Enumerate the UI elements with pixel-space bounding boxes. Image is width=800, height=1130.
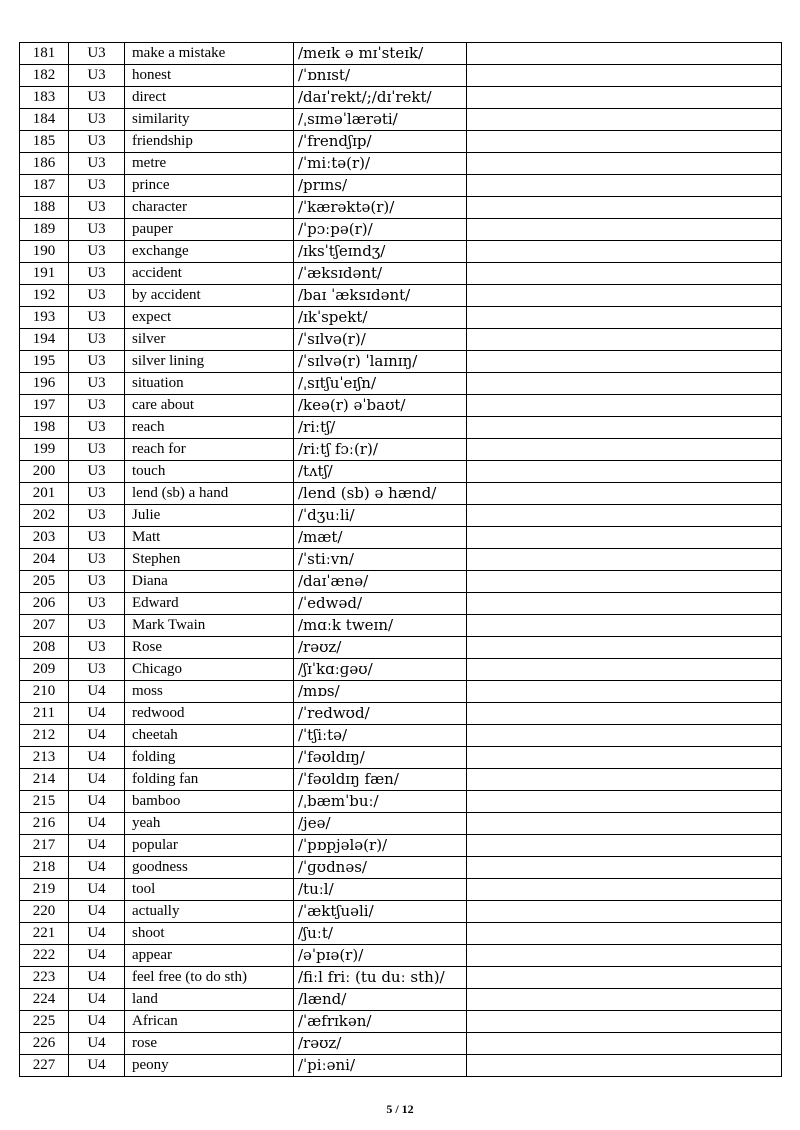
unit-cell: U4	[69, 857, 125, 879]
unit-cell: U4	[69, 879, 125, 901]
unit-cell: U4	[69, 945, 125, 967]
word-cell: silver lining	[125, 351, 294, 373]
notes-cell	[467, 615, 782, 637]
word-cell: metre	[125, 153, 294, 175]
unit-cell: U3	[69, 351, 125, 373]
table-row	[20, 241, 782, 263]
table-row	[20, 329, 782, 351]
word-cell: Diana	[125, 571, 294, 593]
unit-cell: U3	[69, 373, 125, 395]
notes-cell	[467, 989, 782, 1011]
row-number: 197	[20, 395, 69, 417]
unit-cell: U4	[69, 791, 125, 813]
table-row	[20, 285, 782, 307]
row-number: 204	[20, 549, 69, 571]
table-row	[20, 681, 782, 703]
table-row	[20, 307, 782, 329]
notes-cell	[467, 945, 782, 967]
phonetic-cell: /daɪˈrekt/;/dɪˈrekt/	[294, 87, 467, 109]
word-cell: make a mistake	[125, 43, 294, 65]
vocabulary-table-body	[20, 43, 782, 1077]
table-row	[20, 439, 782, 461]
row-number: 217	[20, 835, 69, 857]
notes-cell	[467, 1033, 782, 1055]
table-row	[20, 197, 782, 219]
table-row	[20, 813, 782, 835]
notes-cell	[467, 923, 782, 945]
notes-cell	[467, 659, 782, 681]
word-cell: Stephen	[125, 549, 294, 571]
row-number: 202	[20, 505, 69, 527]
table-row	[20, 989, 782, 1011]
phonetic-cell: /ˈfrendʃɪp/	[294, 131, 467, 153]
phonetic-cell: /ʃuːt/	[294, 923, 467, 945]
unit-cell: U3	[69, 329, 125, 351]
table-row	[20, 769, 782, 791]
unit-cell: U3	[69, 197, 125, 219]
word-cell: shoot	[125, 923, 294, 945]
phonetic-cell: /mɒs/	[294, 681, 467, 703]
table-row	[20, 637, 782, 659]
row-number: 206	[20, 593, 69, 615]
unit-cell: U3	[69, 285, 125, 307]
row-number: 205	[20, 571, 69, 593]
table-row	[20, 263, 782, 285]
unit-cell: U3	[69, 395, 125, 417]
notes-cell	[467, 879, 782, 901]
word-cell: bamboo	[125, 791, 294, 813]
notes-cell	[467, 87, 782, 109]
unit-cell: U3	[69, 153, 125, 175]
row-number: 194	[20, 329, 69, 351]
unit-cell: U4	[69, 681, 125, 703]
notes-cell	[467, 263, 782, 285]
unit-cell: U3	[69, 109, 125, 131]
table-row	[20, 175, 782, 197]
row-number: 226	[20, 1033, 69, 1055]
notes-cell	[467, 395, 782, 417]
notes-cell	[467, 747, 782, 769]
table-row	[20, 131, 782, 153]
phonetic-cell: /tuːl/	[294, 879, 467, 901]
word-cell: direct	[125, 87, 294, 109]
row-number: 189	[20, 219, 69, 241]
table-row	[20, 659, 782, 681]
table-row	[20, 725, 782, 747]
row-number: 222	[20, 945, 69, 967]
row-number: 219	[20, 879, 69, 901]
unit-cell: U3	[69, 65, 125, 87]
notes-cell	[467, 967, 782, 989]
word-cell: situation	[125, 373, 294, 395]
unit-cell: U3	[69, 417, 125, 439]
phonetic-cell: /ˈtʃiːtə/	[294, 725, 467, 747]
word-cell: Edward	[125, 593, 294, 615]
row-number: 185	[20, 131, 69, 153]
table-row	[20, 791, 782, 813]
notes-cell	[467, 307, 782, 329]
row-number: 193	[20, 307, 69, 329]
table-row	[20, 945, 782, 967]
table-row	[20, 43, 782, 65]
phonetic-cell: /ɪksˈtʃeɪndʒ/	[294, 241, 467, 263]
table-row	[20, 747, 782, 769]
row-number: 187	[20, 175, 69, 197]
word-cell: tool	[125, 879, 294, 901]
notes-cell	[467, 857, 782, 879]
unit-cell: U3	[69, 439, 125, 461]
table-row	[20, 703, 782, 725]
row-number: 183	[20, 87, 69, 109]
notes-cell	[467, 241, 782, 263]
phonetic-cell: /jeə/	[294, 813, 467, 835]
phonetic-cell: /rəʊz/	[294, 637, 467, 659]
word-cell: cheetah	[125, 725, 294, 747]
phonetic-cell: /ˈpiːəni/	[294, 1055, 467, 1077]
row-number: 220	[20, 901, 69, 923]
notes-cell	[467, 43, 782, 65]
table-row	[20, 835, 782, 857]
vocabulary-table	[19, 42, 782, 1077]
table-row	[20, 87, 782, 109]
table-row	[20, 571, 782, 593]
word-cell: exchange	[125, 241, 294, 263]
notes-cell	[467, 527, 782, 549]
table-row	[20, 417, 782, 439]
phonetic-cell: /ˈedwəd/	[294, 593, 467, 615]
notes-cell	[467, 483, 782, 505]
word-cell: care about	[125, 395, 294, 417]
row-number: 214	[20, 769, 69, 791]
phonetic-cell: /əˈpɪə(r)/	[294, 945, 467, 967]
notes-cell	[467, 703, 782, 725]
unit-cell: U4	[69, 747, 125, 769]
word-cell: feel free (to do sth)	[125, 967, 294, 989]
table-row	[20, 857, 782, 879]
phonetic-cell: /lend (sb) ə hænd/	[294, 483, 467, 505]
word-cell: goodness	[125, 857, 294, 879]
row-number: 221	[20, 923, 69, 945]
unit-cell: U3	[69, 87, 125, 109]
word-cell: redwood	[125, 703, 294, 725]
word-cell: reach for	[125, 439, 294, 461]
row-number: 182	[20, 65, 69, 87]
word-cell: honest	[125, 65, 294, 87]
word-cell: reach	[125, 417, 294, 439]
row-number: 191	[20, 263, 69, 285]
row-number: 188	[20, 197, 69, 219]
phonetic-cell: /ɪkˈspekt/	[294, 307, 467, 329]
phonetic-cell: /ˈredwʊd/	[294, 703, 467, 725]
table-row	[20, 1055, 782, 1077]
unit-cell: U4	[69, 923, 125, 945]
phonetic-cell: /ˈfəʊldɪŋ/	[294, 747, 467, 769]
unit-cell: U3	[69, 307, 125, 329]
phonetic-cell: /ˈæksɪdənt/	[294, 263, 467, 285]
word-cell: lend (sb) a hand	[125, 483, 294, 505]
phonetic-cell: /tʌtʃ/	[294, 461, 467, 483]
notes-cell	[467, 153, 782, 175]
phonetic-cell: /keə(r) əˈbaʊt/	[294, 395, 467, 417]
unit-cell: U4	[69, 813, 125, 835]
row-number: 224	[20, 989, 69, 1011]
unit-cell: U3	[69, 615, 125, 637]
notes-cell	[467, 373, 782, 395]
word-cell: folding	[125, 747, 294, 769]
phonetic-cell: /ˈæktʃuəli/	[294, 901, 467, 923]
unit-cell: U4	[69, 1055, 125, 1077]
notes-cell	[467, 901, 782, 923]
table-row	[20, 219, 782, 241]
word-cell: actually	[125, 901, 294, 923]
table-row	[20, 395, 782, 417]
unit-cell: U3	[69, 659, 125, 681]
notes-cell	[467, 1011, 782, 1033]
unit-cell: U3	[69, 43, 125, 65]
unit-cell: U3	[69, 219, 125, 241]
table-row	[20, 527, 782, 549]
unit-cell: U3	[69, 637, 125, 659]
table-row	[20, 549, 782, 571]
row-number: 201	[20, 483, 69, 505]
word-cell: Chicago	[125, 659, 294, 681]
row-number: 223	[20, 967, 69, 989]
notes-cell	[467, 131, 782, 153]
table-row	[20, 483, 782, 505]
unit-cell: U3	[69, 131, 125, 153]
notes-cell	[467, 1055, 782, 1077]
unit-cell: U3	[69, 593, 125, 615]
word-cell: rose	[125, 1033, 294, 1055]
phonetic-cell: /meɪk ə mɪˈsteɪk/	[294, 43, 467, 65]
unit-cell: U3	[69, 483, 125, 505]
word-cell: appear	[125, 945, 294, 967]
table-row	[20, 593, 782, 615]
notes-cell	[467, 813, 782, 835]
row-number: 181	[20, 43, 69, 65]
phonetic-cell: /ˈmiːtə(r)/	[294, 153, 467, 175]
unit-cell: U4	[69, 989, 125, 1011]
table-row	[20, 461, 782, 483]
row-number: 216	[20, 813, 69, 835]
table-row	[20, 65, 782, 87]
row-number: 199	[20, 439, 69, 461]
word-cell: popular	[125, 835, 294, 857]
unit-cell: U3	[69, 505, 125, 527]
notes-cell	[467, 285, 782, 307]
unit-cell: U4	[69, 901, 125, 923]
notes-cell	[467, 417, 782, 439]
notes-cell	[467, 791, 782, 813]
row-number: 218	[20, 857, 69, 879]
row-number: 190	[20, 241, 69, 263]
notes-cell	[467, 725, 782, 747]
word-cell: peony	[125, 1055, 294, 1077]
word-cell: similarity	[125, 109, 294, 131]
notes-cell	[467, 549, 782, 571]
phonetic-cell: /riːtʃ fɔː(r)/	[294, 439, 467, 461]
page-number: 5 / 12	[386, 1102, 414, 1116]
phonetic-cell: /mɑːk tweɪn/	[294, 615, 467, 637]
unit-cell: U4	[69, 1033, 125, 1055]
row-number: 195	[20, 351, 69, 373]
word-cell: folding fan	[125, 769, 294, 791]
row-number: 200	[20, 461, 69, 483]
phonetic-cell: /fiːl friː (tu duː sth)/	[294, 967, 467, 989]
table-row	[20, 923, 782, 945]
phonetic-cell: /ˌsɪməˈlærəti/	[294, 109, 467, 131]
table-row	[20, 153, 782, 175]
phonetic-cell: /prɪns/	[294, 175, 467, 197]
phonetic-cell: /ˈkærəktə(r)/	[294, 197, 467, 219]
unit-cell: U3	[69, 241, 125, 263]
table-row	[20, 615, 782, 637]
phonetic-cell: /baɪ ˈæksɪdənt/	[294, 285, 467, 307]
table-row	[20, 901, 782, 923]
word-cell: yeah	[125, 813, 294, 835]
table-row	[20, 879, 782, 901]
notes-cell	[467, 175, 782, 197]
row-number: 184	[20, 109, 69, 131]
row-number: 196	[20, 373, 69, 395]
word-cell: silver	[125, 329, 294, 351]
notes-cell	[467, 637, 782, 659]
unit-cell: U3	[69, 571, 125, 593]
table-row	[20, 505, 782, 527]
unit-cell: U4	[69, 1011, 125, 1033]
row-number: 210	[20, 681, 69, 703]
notes-cell	[467, 197, 782, 219]
word-cell: land	[125, 989, 294, 1011]
phonetic-cell: /ˈɒnɪst/	[294, 65, 467, 87]
row-number: 198	[20, 417, 69, 439]
notes-cell	[467, 461, 782, 483]
notes-cell	[467, 351, 782, 373]
phonetic-cell: /ˌsɪtʃuˈeɪʃn/	[294, 373, 467, 395]
word-cell: touch	[125, 461, 294, 483]
unit-cell: U4	[69, 967, 125, 989]
phonetic-cell: /ˈpɔːpə(r)/	[294, 219, 467, 241]
unit-cell: U4	[69, 769, 125, 791]
table-row	[20, 373, 782, 395]
unit-cell: U3	[69, 175, 125, 197]
word-cell: Mark Twain	[125, 615, 294, 637]
row-number: 213	[20, 747, 69, 769]
notes-cell	[467, 65, 782, 87]
phonetic-cell: /riːtʃ/	[294, 417, 467, 439]
unit-cell: U3	[69, 527, 125, 549]
phonetic-cell: /ʃɪˈkɑːɡəʊ/	[294, 659, 467, 681]
unit-cell: U3	[69, 461, 125, 483]
word-cell: African	[125, 1011, 294, 1033]
notes-cell	[467, 505, 782, 527]
row-number: 212	[20, 725, 69, 747]
phonetic-cell: /ˈpɒpjələ(r)/	[294, 835, 467, 857]
word-cell: expect	[125, 307, 294, 329]
word-cell: accident	[125, 263, 294, 285]
unit-cell: U3	[69, 549, 125, 571]
phonetic-cell: /ˈsɪlvə(r)/	[294, 329, 467, 351]
phonetic-cell: /ˈstiːvn/	[294, 549, 467, 571]
unit-cell: U4	[69, 703, 125, 725]
notes-cell	[467, 769, 782, 791]
row-number: 208	[20, 637, 69, 659]
notes-cell	[467, 219, 782, 241]
notes-cell	[467, 329, 782, 351]
word-cell: character	[125, 197, 294, 219]
phonetic-cell: /ˌbæmˈbuː/	[294, 791, 467, 813]
notes-cell	[467, 681, 782, 703]
phonetic-cell: /daɪˈænə/	[294, 571, 467, 593]
row-number: 207	[20, 615, 69, 637]
table-row	[20, 109, 782, 131]
notes-cell	[467, 593, 782, 615]
word-cell: friendship	[125, 131, 294, 153]
notes-cell	[467, 439, 782, 461]
word-cell: Julie	[125, 505, 294, 527]
unit-cell: U3	[69, 263, 125, 285]
row-number: 203	[20, 527, 69, 549]
word-cell: Matt	[125, 527, 294, 549]
table-row	[20, 1033, 782, 1055]
table-row	[20, 1011, 782, 1033]
row-number: 211	[20, 703, 69, 725]
row-number: 186	[20, 153, 69, 175]
row-number: 227	[20, 1055, 69, 1077]
row-number: 225	[20, 1011, 69, 1033]
phonetic-cell: /ˈfəʊldɪŋ fæn/	[294, 769, 467, 791]
row-number: 192	[20, 285, 69, 307]
unit-cell: U4	[69, 725, 125, 747]
phonetic-cell: /ˈɡʊdnəs/	[294, 857, 467, 879]
notes-cell	[467, 835, 782, 857]
notes-cell	[467, 109, 782, 131]
phonetic-cell: /ˈsɪlvə(r) ˈlaɪnɪŋ/	[294, 351, 467, 373]
table-row	[20, 967, 782, 989]
table-row	[20, 351, 782, 373]
word-cell: prince	[125, 175, 294, 197]
phonetic-cell: /ˈdʒuːli/	[294, 505, 467, 527]
unit-cell: U4	[69, 835, 125, 857]
row-number: 215	[20, 791, 69, 813]
phonetic-cell: /lænd/	[294, 989, 467, 1011]
row-number: 209	[20, 659, 69, 681]
phonetic-cell: /mæt/	[294, 527, 467, 549]
word-cell: Rose	[125, 637, 294, 659]
notes-cell	[467, 571, 782, 593]
word-cell: pauper	[125, 219, 294, 241]
word-cell: moss	[125, 681, 294, 703]
word-cell: by accident	[125, 285, 294, 307]
phonetic-cell: /ˈæfrɪkən/	[294, 1011, 467, 1033]
phonetic-cell: /rəʊz/	[294, 1033, 467, 1055]
